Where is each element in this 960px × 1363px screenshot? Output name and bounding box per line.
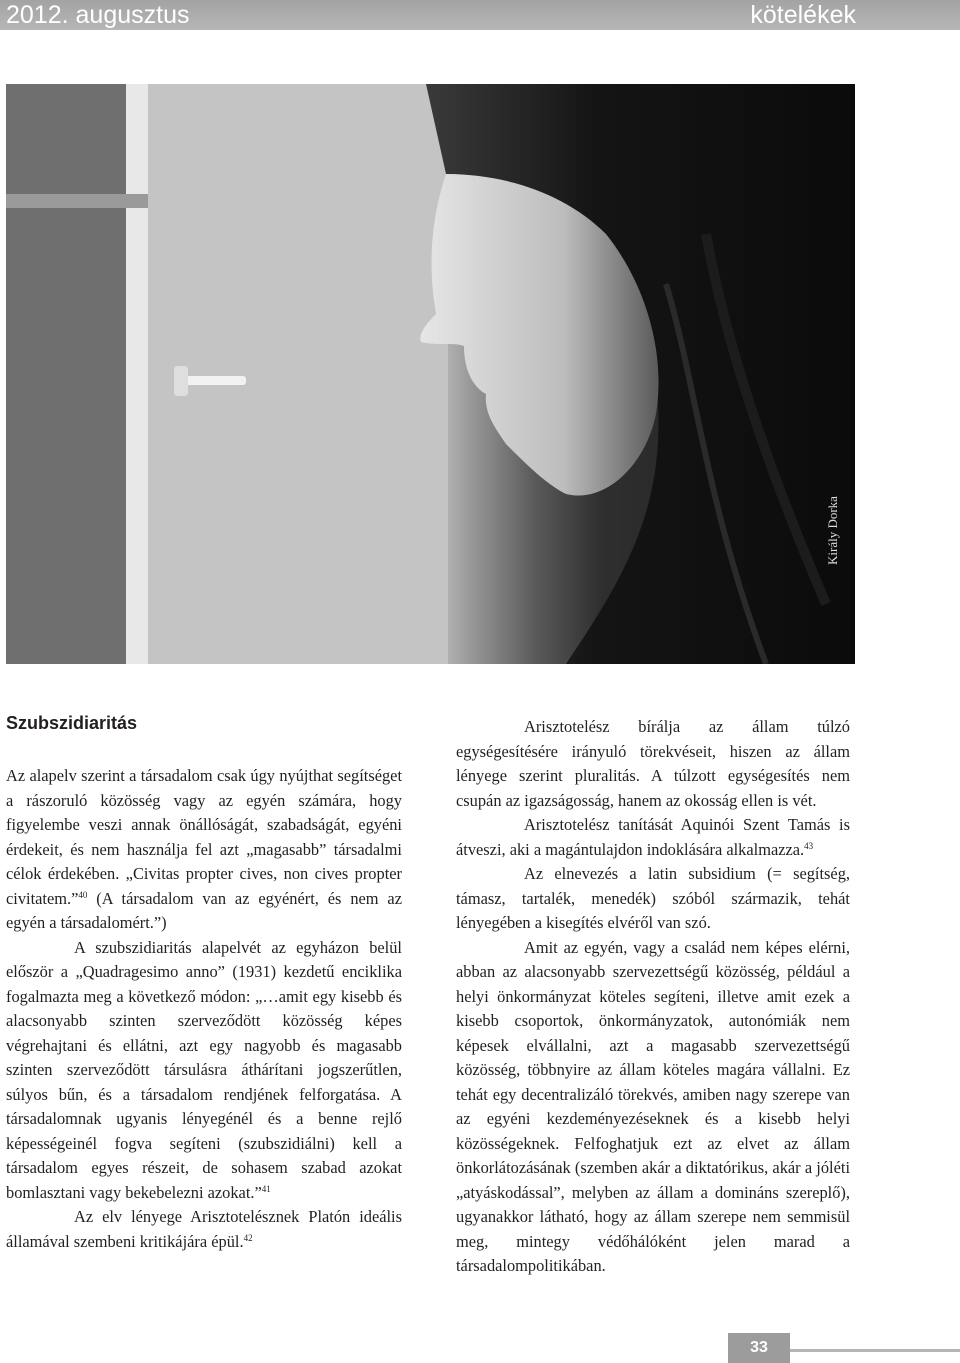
header-magazine-title: kötelékek xyxy=(750,1,856,29)
paragraph: Az elnevezés a latin subsidium (= segítség, támasz, tartalék, menedék) szóból származik, tehát lényegében a kisegítés elvéről van szó. xyxy=(456,864,850,932)
paragraph-text: A szubszidiaritás alapelvét az egyházon belül először a „Quadragesimo anno” (1931) kezdetű enciklika fogalmazta meg a következő módon: „…amit egy kisebb és alacsonyabb szinten szerveződött közösség képes végrehajtani és ellátni, azt egy nagyobb és magasabb szinten szerveződött társulásra áthárítani jogszerűtlen, súlyos bűn, és a társadalom rendjének felforgatása. A társadalomnak ugyanis lényegénél és a benne rejlő képességeinél fogva segíteni (szubszidiálni) kell a társadalom egyes részeit, de sohasem szabad azokat bomlasztani vagy bekebelezni azokat.” xyxy=(6,937,402,1202)
running-header xyxy=(0,0,960,30)
footnote-ref: 40 xyxy=(78,889,88,900)
page-number: 33 xyxy=(728,1333,790,1363)
paragraph: Amit az egyén, vagy a család nem képes elérni, abban az alacsonyabb szervezettségű közösség, például a helyi önkormányzat köteles segíteni, illetve amit ezek a kisebb csoportok, önkormányzatok, autonómiák nem képesek elvállalni, azt a magasabb szervezettségű közösség, többnyire az állam köteles magára vállalni. Ez tehát egy decentralizáló törekvés, amiben nagy szerepe van az egyéni kezdeményezéseknek és a kisebb helyi közösségeknek. Felfoghatjuk ezt az elvet az állam önkorlátozásának (szemben akár a diktatórikus, akár a jóléti „atyáskodással”, melyben az állam a domináns szereplő), ugyanakkor látható, hogy az állam szerepe nem semmisül meg, mintegy védőhálóként jelen marad a társadalompolitikában. xyxy=(456,937,850,1275)
footnote-ref: 42 xyxy=(243,1232,253,1243)
left-text-column xyxy=(6,764,402,1254)
paragraph xyxy=(6,936,402,1206)
portrait-photo xyxy=(6,84,855,664)
paragraph-text: Arisztotelész tanítását Aquinói Szent Tamás is átveszi, aki a magántulajdon indoklására alkalmazza. xyxy=(456,815,850,859)
photo-illustration xyxy=(6,84,855,664)
paragraph xyxy=(456,813,850,862)
footer-rule xyxy=(790,1349,960,1352)
paragraph-text: Az alapelv szerint a társadalom csak úgy nyújthat segítséget a rászoruló közösség vagy az egyén számára, hogy figyelembe veszi annak önállóságát, szabadságát, egyéni érdekeit, és nem használja fel azt „magasabb” társadalmi célok érdekében. „Civitas propter cives, non cives propter civitatem.” xyxy=(6,766,402,908)
photo-credit: Király Dorka xyxy=(825,496,840,565)
paragraph xyxy=(6,1205,402,1254)
right-text-column xyxy=(456,715,850,1279)
paragraph xyxy=(6,764,402,936)
paragraph-text: (A társadalom van az egyénért, és nem az egyén a társadalomért.”) xyxy=(6,888,402,932)
footnote-ref: 43 xyxy=(804,840,814,851)
paragraph-text: Az elv lényege Arisztotelésznek Platón ideális államával szembeni kritikájára épül. xyxy=(6,1207,402,1251)
header-date: 2012. augusztus xyxy=(6,1,190,29)
paragraph: Arisztotelész bírálja az állam túlzó egységesítésére irányuló törekvéseit, hiszen az állam lényege szerint pluralitás. A túlzott egységesítés nem csupán az igazságosság, hanem az okosság ellen is vét. xyxy=(456,717,850,810)
section-heading: Szubszidiaritás xyxy=(6,713,138,733)
footnote-ref: 41 xyxy=(261,1183,271,1194)
